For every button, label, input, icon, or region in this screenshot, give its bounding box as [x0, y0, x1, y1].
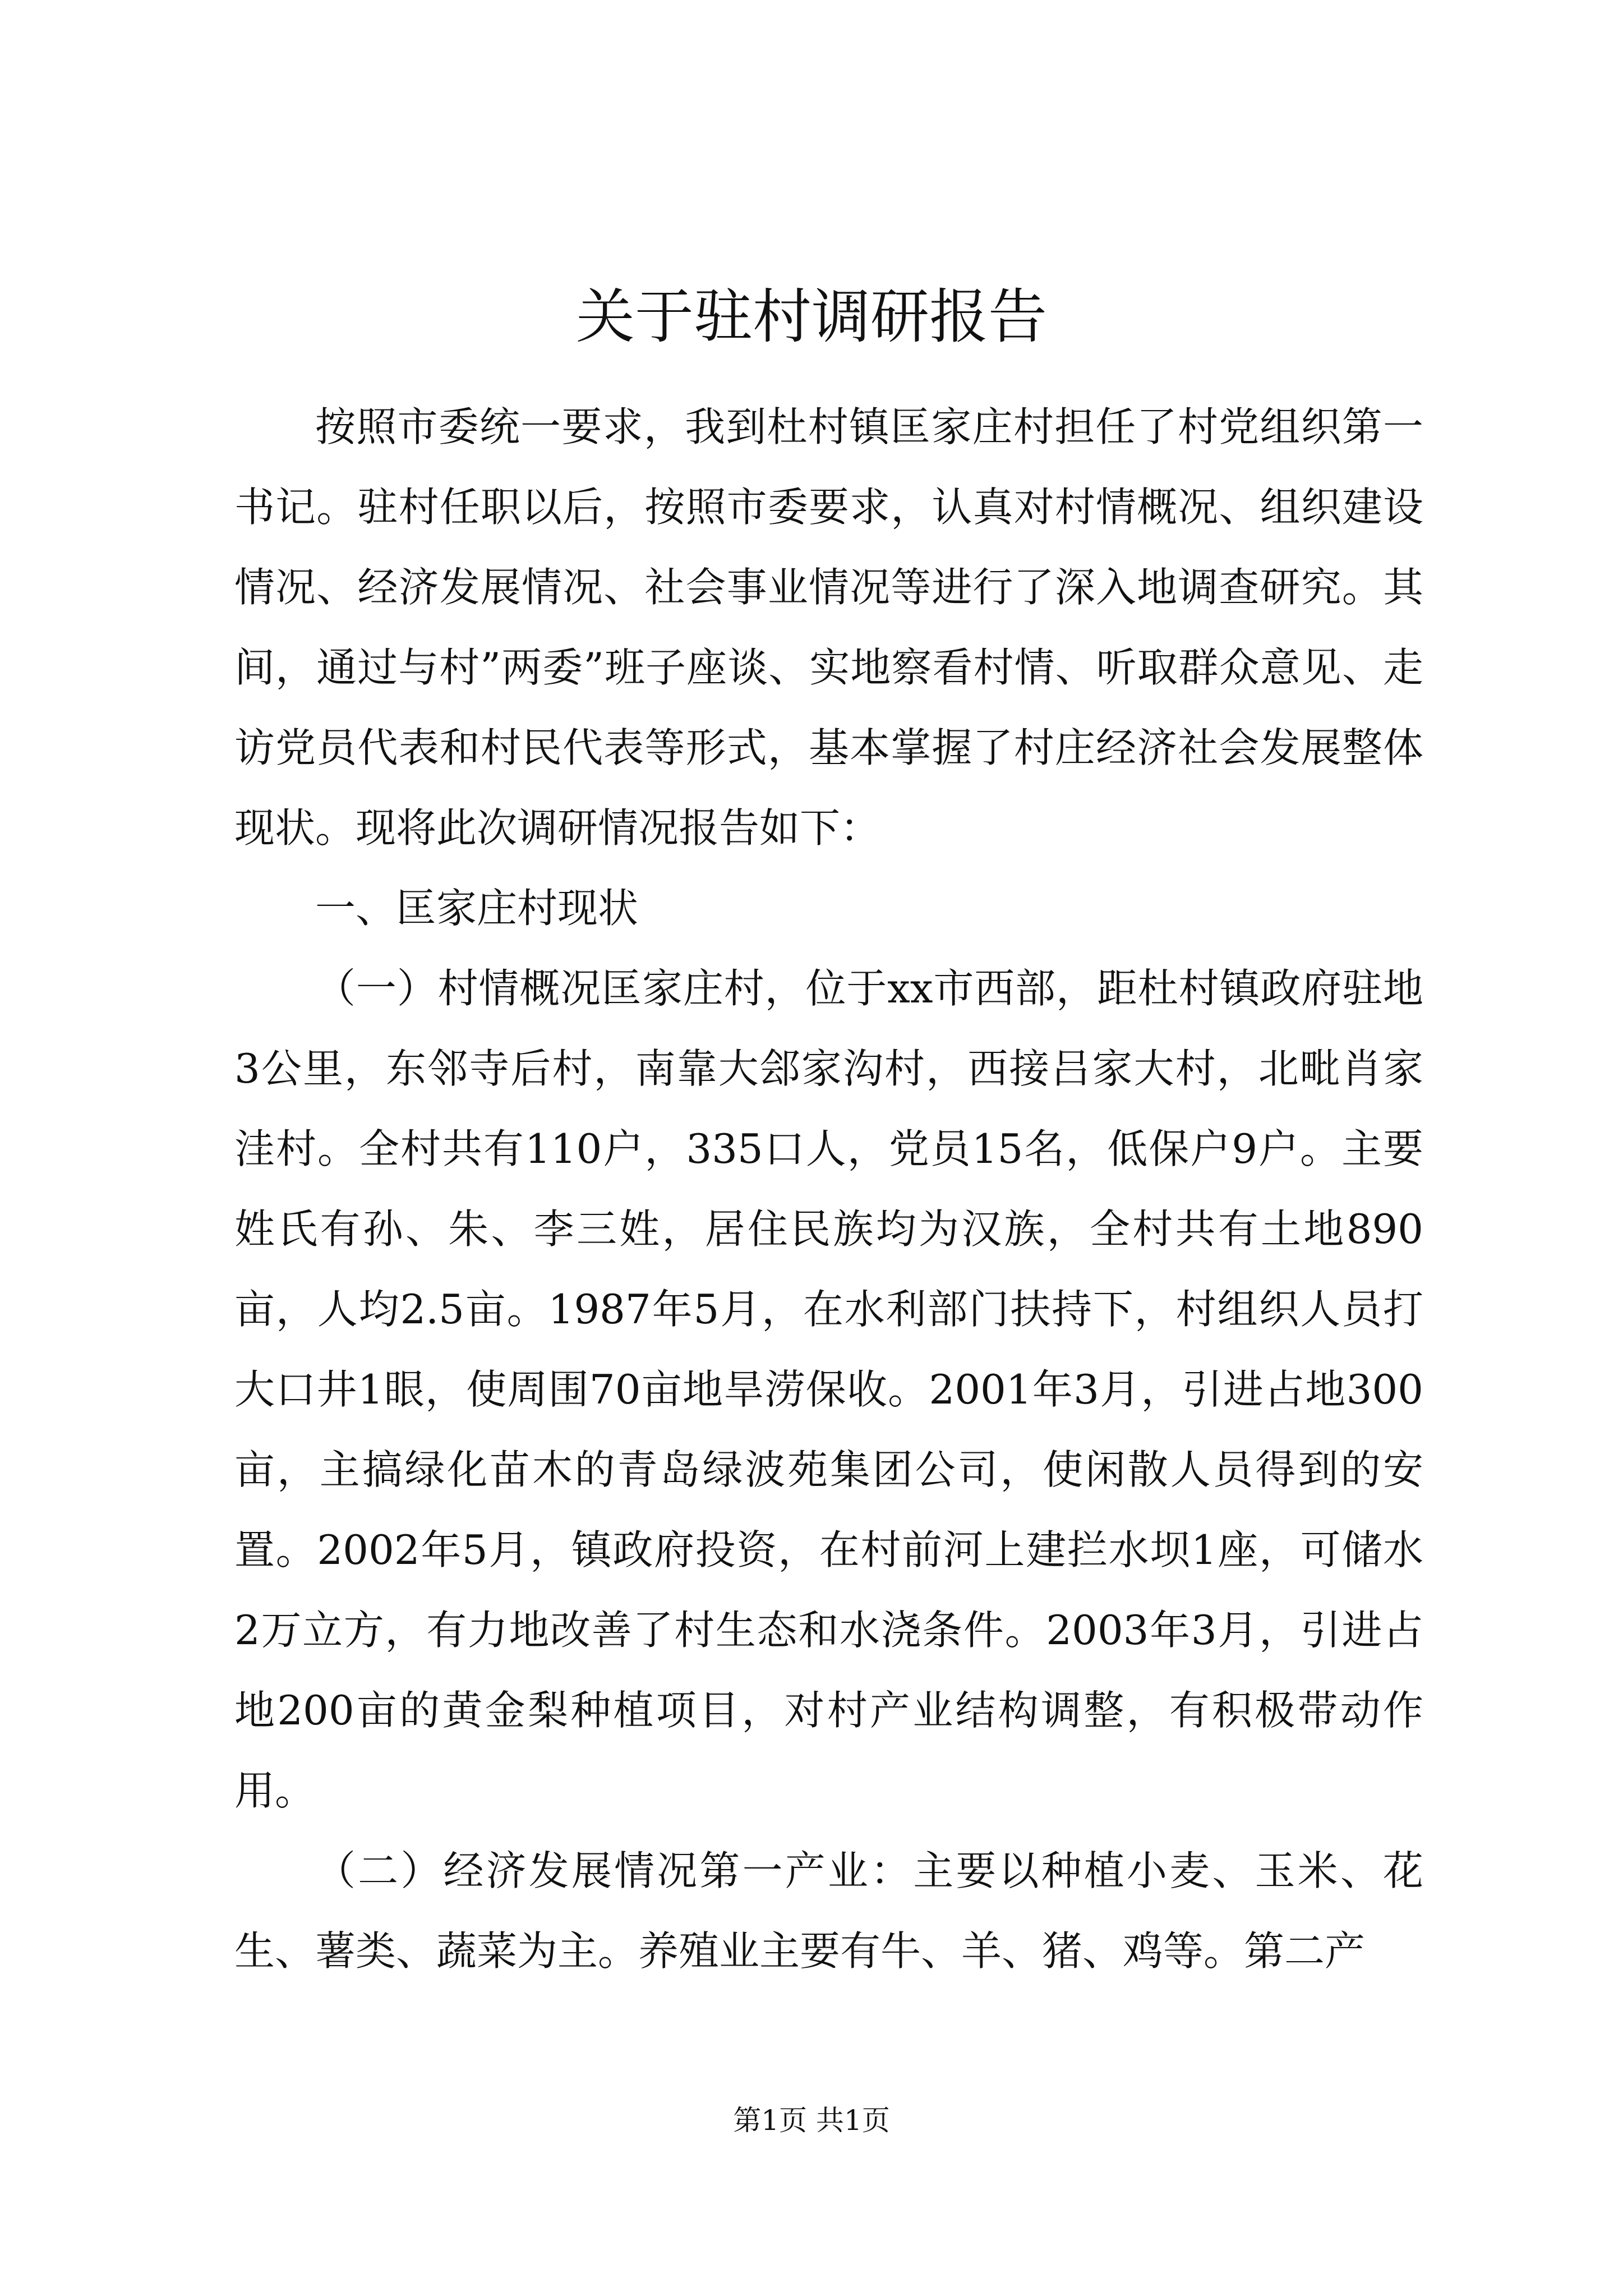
village-overview-paragraph: （一）村情概况匡家庄村，位于xx市西部，距杜村镇政府驻地3公里，东邻寺后村，南靠大郐家沟村，西接吕家大村，北毗肖家洼村。全村共有110户，335口人，党员15名，低保户9户。主要姓氏有孙、朱、李三姓，居住民族均为汉族，全村共有土地890亩，人均2.5亩。1987年5月，在水利部门扶持下，村组织人员打大口井1眼，使周围70亩地旱涝保收。2001年3月，引进占地300亩，主搞绿化苗木的青岛绿波苑集团公司，使闲散人员得到的安置。2002年5月，镇政府投资，在村前河上建拦水坝1座，可储水2万立方，有力地改善了村生态和水浇条件。2003年3月，引进占地200亩的黄金梨种植项目，对村产业结构调整，有积极带动作用。: [234, 965, 1423, 1814]
document-body: [234, 387, 1423, 1991]
page-number-footer: 第1页 共1页: [733, 2104, 890, 2137]
section-heading: 一、匡家庄村现状: [315, 885, 639, 932]
document-title: 关于驻村调研报告: [575, 283, 1047, 351]
intro-paragraph: 按照市委统一要求，我到杜村镇匡家庄村担任了村党组织第一书记。驻村任职以后，按照市委要求，认真对村情概况、组织建设情况、经济发展情况、社会事业情况等进行了深入地调查研究。其间，通过与村”两委”班子座谈、实地察看村情、听取群众意见、走访党员代表和村民代表等形式，基本掌握了村庄经济社会发展整体现状。现将此次调研情况报告如下：: [234, 403, 1423, 852]
economic-development-paragraph: （二）经济发展情况第一产业：主要以种植小麦、玉米、花生、薯类、蔬菜为主。养殖业主要有牛、羊、猪、鸡等。第二产: [234, 1847, 1423, 1975]
